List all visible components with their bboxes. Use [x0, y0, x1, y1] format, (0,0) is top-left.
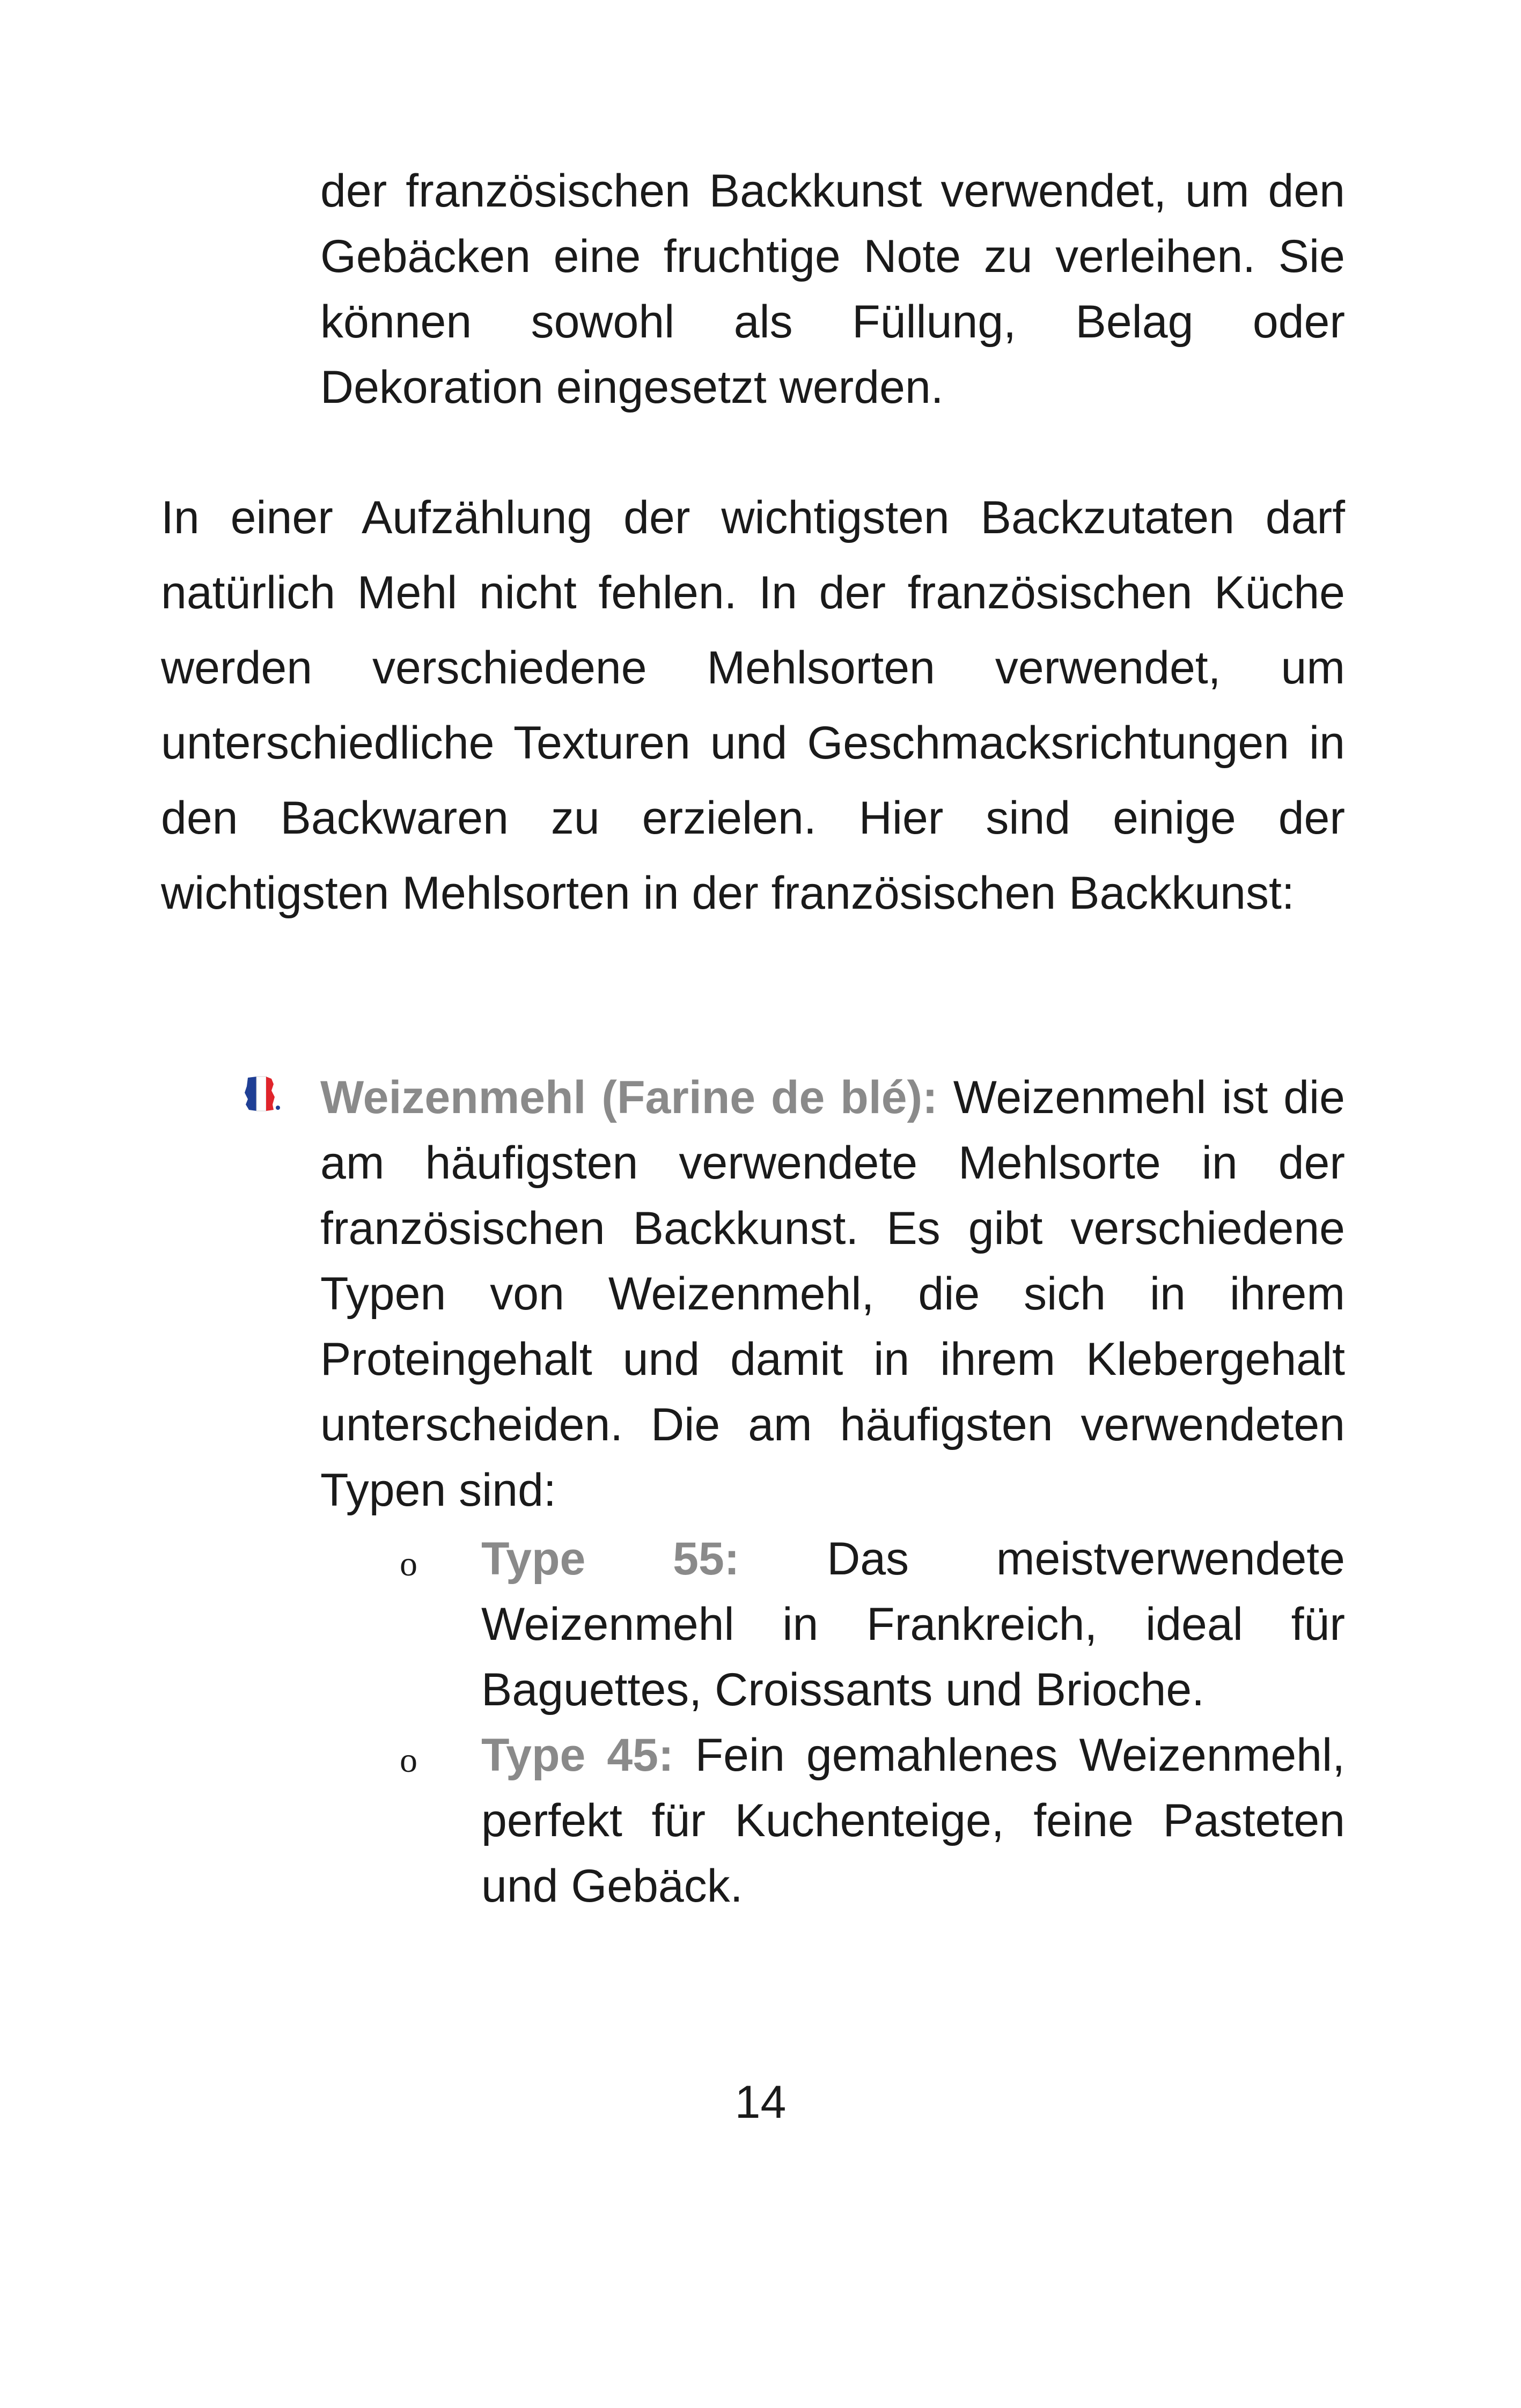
sub-list-item-type-45: [481, 1722, 1345, 1919]
sub-list-item-term: Type 45:: [481, 1729, 674, 1781]
sub-list-item-term: Type 55:: [481, 1533, 740, 1585]
list-item-weizenmehl: [320, 1065, 1345, 1523]
sub-bullet-marker: o: [400, 1544, 417, 1584]
france-flag-icon: [240, 1074, 283, 1113]
list-item-term: Weizenmehl (Farine de blé):: [320, 1072, 938, 1123]
continuation-paragraph: der französischen Backkunst verwendet, um den Gebäcken eine fruchtige Note zu verleihen. Sie können sowohl als Füllung, Belag oder Dekoration eingesetzt werden.: [320, 165, 1345, 413]
sub-list-item-description: Das meistverwendete Weizenmehl in Frankreich, ideal für Baguettes, Croissants und Brioche.: [481, 1533, 1345, 1715]
page-number: 14: [734, 2076, 787, 2128]
sub-bullet-marker: o: [400, 1741, 417, 1780]
sub-list-item-description: Fein gemahlenes Weizenmehl, perfekt für Kuchenteige, feine Pasteten und Gebäck.: [481, 1729, 1345, 1912]
sub-list-item-type-55: [481, 1526, 1345, 1722]
list-item-description: Weizenmehl ist die am häufigsten verwendete Mehlsorte in der französischen Backkunst. Es gibt verschiedene Typen von Weizenmehl, die sich in ihrem Proteingehalt und damit in ihrem Klebergehalt unterscheiden. Die am häufigsten verwendeten Typen sind:: [320, 1072, 1345, 1516]
intro-paragraph: In einer Aufzählung der wichtigsten Backzutaten darf natürlich Mehl nicht fehlen. In der französischen Küche werden verschiedene Mehlsorten verwendet, um unterschiedliche Texturen und Geschmacksrichtungen in den Backwaren zu erzielen. Hier sind einige der wichtigsten Mehlsorten in der französischen Backkunst:: [161, 492, 1345, 919]
